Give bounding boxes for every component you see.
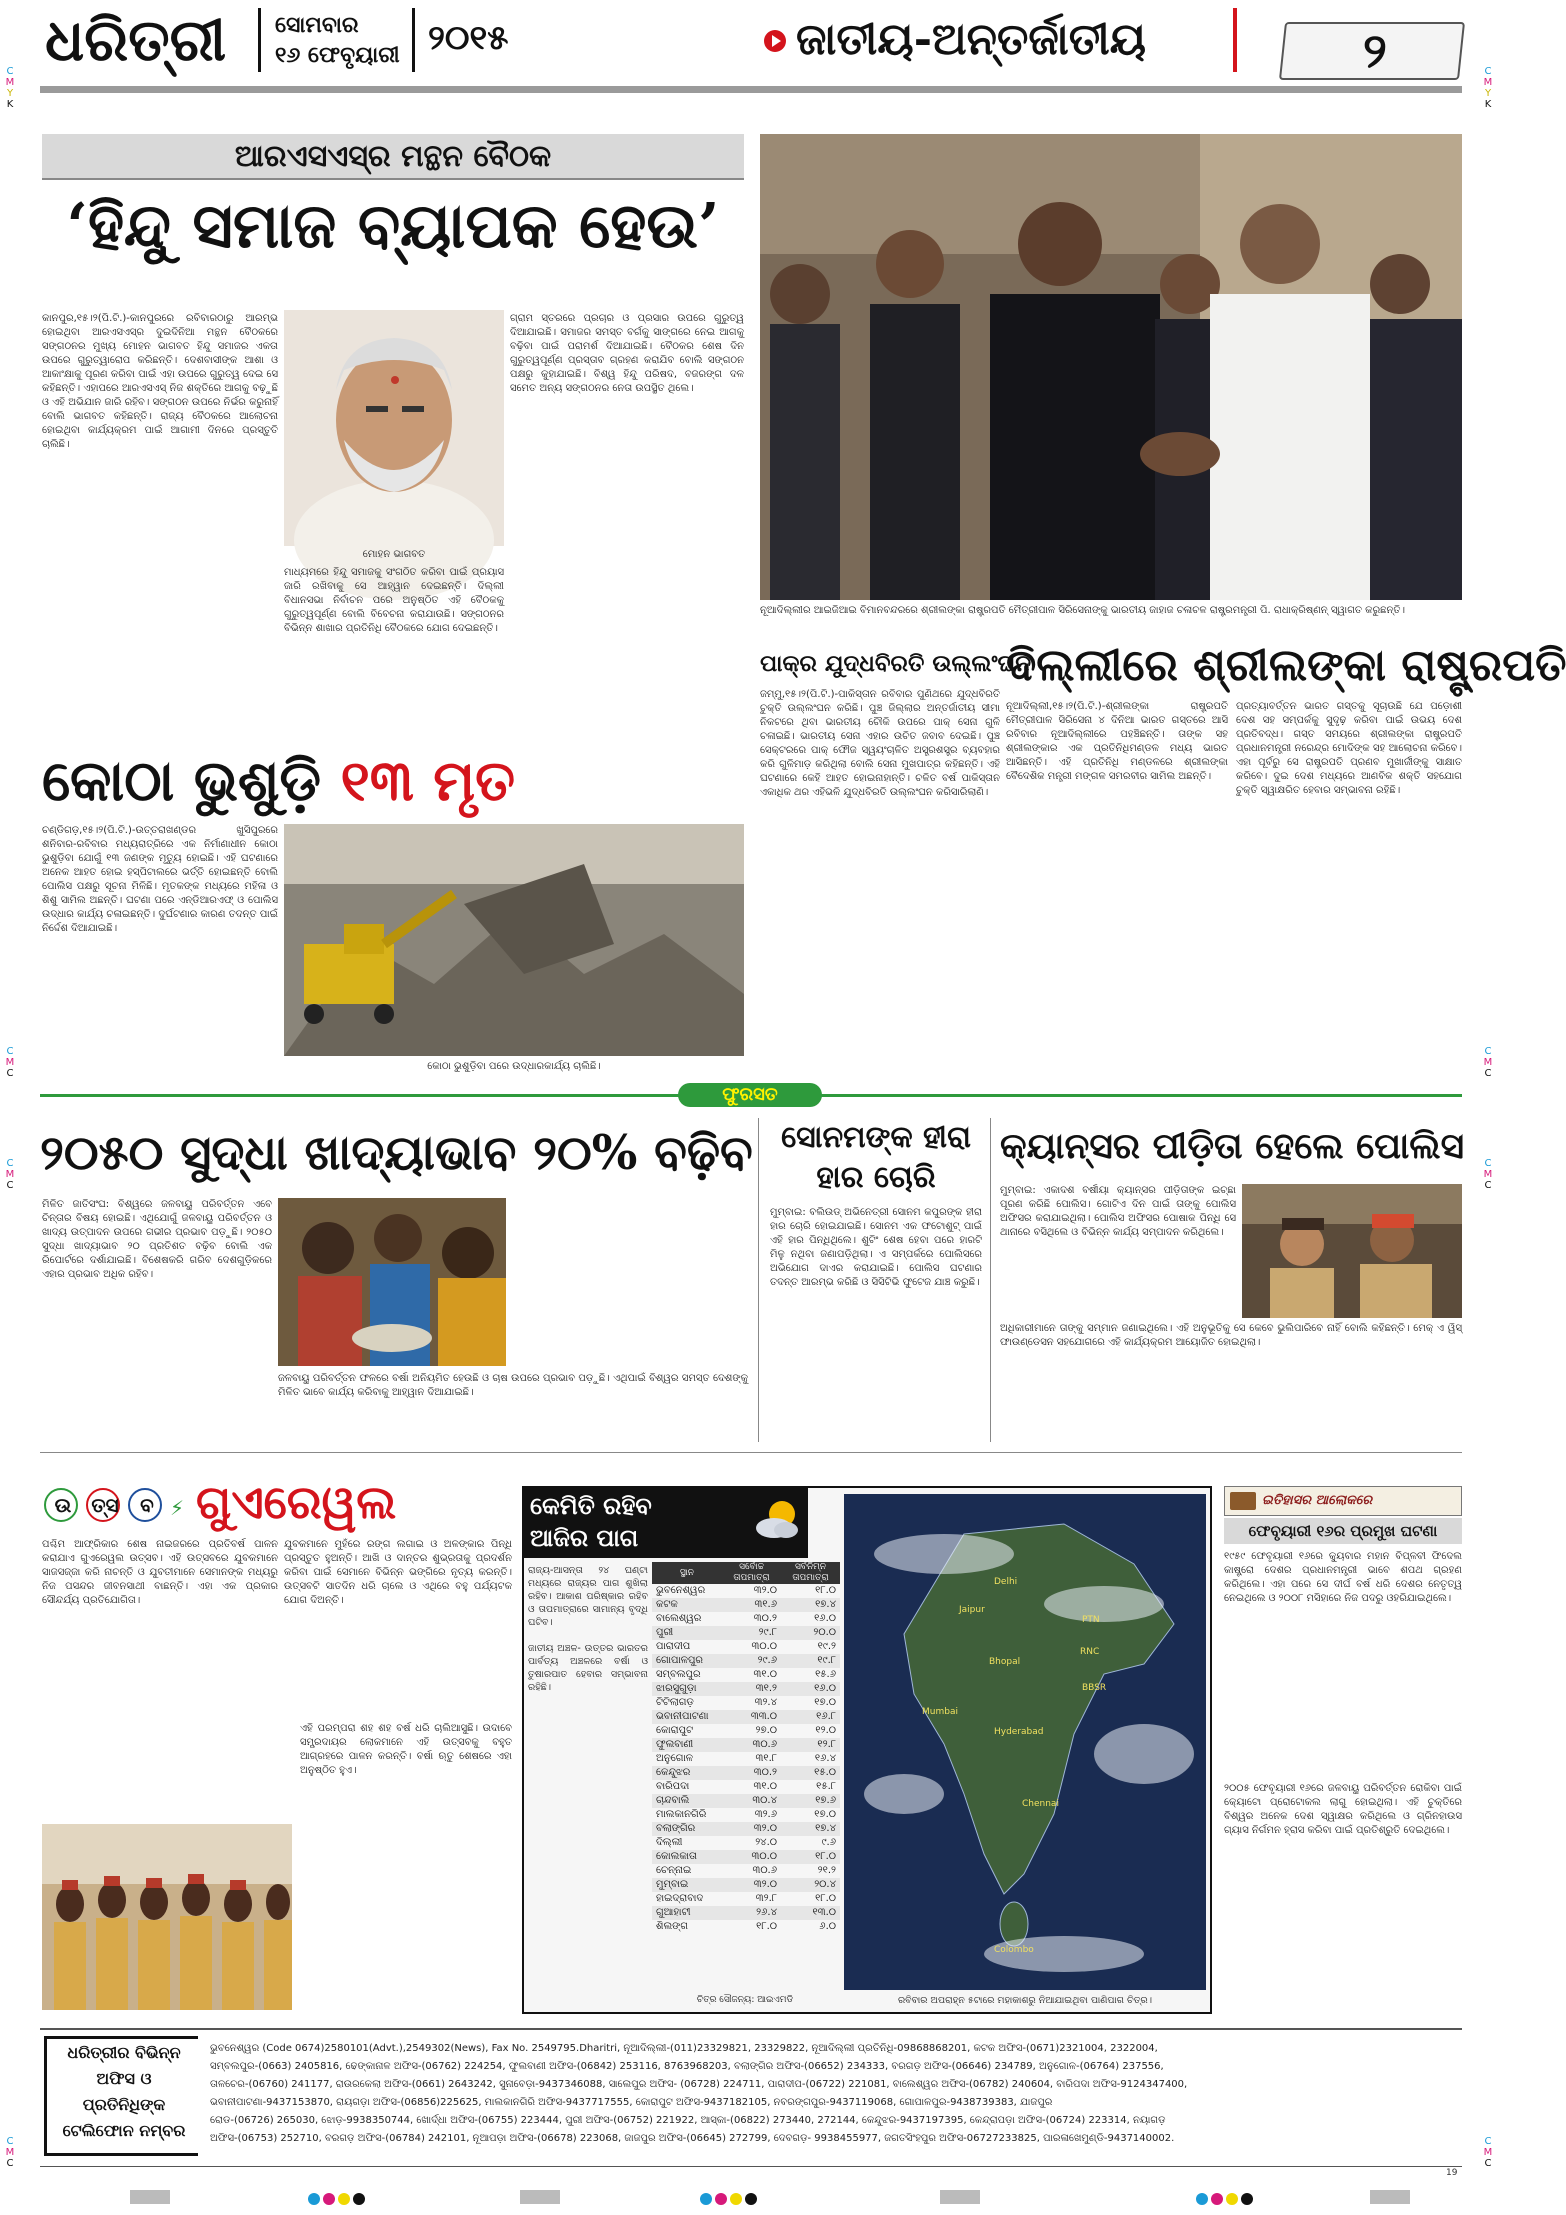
- row-rule: [40, 1452, 1462, 1453]
- weather-cell-place: ହାଇଦ୍ରାବାଦ: [656, 1893, 704, 1904]
- story7-headline: କ୍ୟାନ୍‌ସର ପୀଡ଼ିତା ହେଲେ ପୋଲିସ: [1000, 1125, 1465, 1167]
- weather-cell-max: ୩୦.୪: [752, 1795, 778, 1806]
- masthead-rule: [40, 86, 1462, 93]
- column-rule: [990, 1118, 991, 1442]
- map-label-ranchi: RNC: [1080, 1647, 1100, 1657]
- weather-cell-place: ଚାନ୍ଦବାଲି: [656, 1795, 690, 1806]
- story4-photo-rubble: [284, 824, 744, 1056]
- weather-cell-place: କଟକ: [656, 1599, 678, 1610]
- cmyk-dots: [1196, 2190, 1256, 2209]
- weather-cell-min: ୨୦.୦: [813, 1627, 836, 1638]
- weather-cell-min: ୧୫.୦: [814, 1767, 836, 1778]
- registration-marks-left-bottom: C M C: [5, 2136, 15, 2169]
- sun-cloud-icon: [752, 1494, 802, 1544]
- footer-rule: [40, 2028, 1462, 2030]
- weather-cell-max: ୨୯.୮: [758, 1627, 778, 1638]
- weather-cell-place: ଅନୁଗୋଳ: [656, 1753, 693, 1764]
- weather-cell-place: ଭବାନୀପାଟଣା: [656, 1711, 709, 1722]
- weather-col-place: ସ୍ଥାନ: [652, 1562, 722, 1584]
- story7-col1: ମୁମ୍ବାଇ: ଏକାଦଶ ବର୍ଷୀୟା କ୍ୟାନ୍‌ସର ପୀଡ଼ିତାଙ୍କ ଇଚ୍ଛା ପୂରଣ କରିଛି ପୋଲିସ। ଗୋଟିଏ ଦିନ ପାଇଁ ତାଙ୍କୁ ପୋଲିସ ଅଫିସର କରାଯାଇଥିଲା। ପୋଲିସ ଅଫିସର ପୋଷାକ ପିନ୍ଧି ସେ ଥାନାରେ ବସିଥିଲେ ଓ ବିଭିନ୍ନ କାର୍ଯ୍ୟ ସମ୍ପାଦନ କରିଥିଲେ।: [1000, 1185, 1236, 1238]
- weather-cell-place: ଚେନ୍ନାଇ: [656, 1865, 692, 1876]
- story6-body: ମୁମ୍ବାଇ: ବଲିଉଡ୍ ଅଭିନେତ୍ରୀ ସୋନମ କପୁରଙ୍କ ହୀରା ହାର ଚୋରି ହୋଇଯାଇଛି। ସୋନମ ଏକ ଫଟୋଶୁଟ୍ ପାଇଁ ଏହି ହାର ପିନ୍ଧିଥିଲେ। ଶୁଟିଂ ଶେଷ ହେବା ପରେ ହାରଟି ମିଳୁ ନଥିବା ଜଣାପଡ଼ିଥିଲା। ଏ ସମ୍ପର୍କରେ ପୋଲିସରେ ଅଭିଯୋଗ ଦାଏର କରାଯାଇଛି। ପୋଲିସ ଘଟଣାର ତଦନ୍ତ ଆରମ୍ଭ କରିଛି ଓ ସିସିଟିଭି ଫୁଟେଜ ଯାଞ୍ଚ କରୁଛି।: [770, 1207, 982, 1288]
- weather-cell-min: ୧୬.୦: [814, 1613, 836, 1624]
- story7-photo-girl-police: [1242, 1184, 1462, 1318]
- history-label: ଇତିହାସର ଆଲୋକରେ: [1262, 1493, 1373, 1508]
- cmyk-dots: [308, 2190, 368, 2209]
- weather-cell-place: କେନ୍ଦୁଝର: [656, 1767, 691, 1778]
- weather-cell-max: ୩୦.୬: [752, 1865, 778, 1876]
- weather-cell-place: ବଲାଙ୍ଗିର: [656, 1823, 696, 1834]
- weather-table-row: [652, 1654, 840, 1668]
- weather-cell-min: ୯.୬: [821, 1837, 836, 1848]
- weather-cell-min: ୬.୦: [819, 1921, 836, 1932]
- story2-col1: ନୂଆଦିଲ୍ଲୀ,୧୫।୨(ପି.ଟି.)-ଶ୍ରୀଲଙ୍କା ରାଷ୍ଟ୍ରପତି ମୈତ୍ରୀପାଳ ସିରିସେନା ୪ ଦିନିଆ ଭାରତ ଗସ୍ତରେ ଆସି ରବିବାର ନୂଆଦିଲ୍ଲୀରେ ପହଞ୍ଚିଛନ୍ତି। ତାଙ୍କ ସହ ଶ୍ରୀଲଙ୍କାର ଏକ ପ୍ରତିନିଧିମଣ୍ଡଳ ମଧ୍ୟ ଭାରତ ଆସିଛନ୍ତି। ଏହି ପ୍ରତିନିଧି ମଣ୍ଡଳରେ ଶ୍ରୀଲଙ୍କା ବୈଦେଶିକ ମନ୍ତ୍ରୀ ମଙ୍ଗଳ ସମରବୀର ସାମିଲ ଅଛନ୍ତି।: [1006, 701, 1228, 782]
- registration-marks-right-bottom: C M C: [1483, 2136, 1493, 2169]
- weather-cell-place: ବାଲେଶ୍ୱର: [656, 1613, 702, 1624]
- weather-cell-max: ୩୨.୪: [754, 1697, 778, 1708]
- history-title: ଫେବୃୟାରୀ ୧୬ର ପ୍ରମୁଖ ଘଟଣା: [1248, 1522, 1438, 1540]
- weather-cell-place: ଶିଲଙ୍ଗ: [656, 1921, 689, 1932]
- masthead-divider: [258, 8, 261, 72]
- weather-cell-place: ପୁରୀ: [656, 1627, 674, 1638]
- weather-map-caption: ରବିବାର ଅପରାହ୍ନ ୫ଟାରେ ମହାକାଶରୁ ନିଆଯାଇଥିବା ପାଣିପାଗ ଚିତ୍ର।: [897, 1995, 1153, 2006]
- registration-marks-left-top: C M Y K: [5, 66, 15, 110]
- footer-phone-lines: [210, 2040, 1462, 2148]
- weather-cell-min: ୧୭.୦: [814, 1697, 836, 1708]
- footer-line-4: ଭବାନୀପାଟଣା-9437153870, ରାୟଗଡ଼ା ଅଫିସ-(06856)225625, ମାଲକାନଗିରି ଅଫିସ-9437717555, କୋରାପୁଟ ଅଫିସ-9437182105, ନବରଙ୍ଗପୁର-9437119068, ଗୋପାଳପୁର-9438739383, ଯାଜପୁର: [210, 2097, 1053, 2108]
- story6-headline: ସୋନମଙ୍କ ହୀରା ହାର ଚୋରି: [781, 1120, 971, 1195]
- footer-line-1: ଭୁବନେଶ୍ୱର (Code 0674)2580101(Advt.),2549302(News), Fax No. 2549795.Dharitri, ନୂଆଦିଲ୍ଲୀ-(011)23329821, 23329822, ନୂଆଦିଲ୍ଲୀ ପ୍ରତିନିଧି-09868868201, କଟକ ଅଫିସ-(0671)2321004, 2322004,: [210, 2043, 1158, 2054]
- footer-line-5: ରୋଡ-(06726) 265030, ଝୋଡ଼-9938350744, ଖୋର୍ଦ୍ଧା ଅଫିସ-(06755) 223444, ପୁରୀ ଅଫିସ-(06752) 221922, ଆସ୍କା-(06822) 273440, 272144, କେନ୍ଦୁଝର-9437197395, କେନ୍ଦ୍ରାପଡ଼ା ଅଫିସ-(06724) 223314, ନୟାଗଡ଼: [210, 2115, 1166, 2126]
- weather-cell-max: ୩୧.୦: [753, 1781, 778, 1792]
- map-label-colombo: Colombo: [994, 1945, 1034, 1955]
- weather-cell-min: ୧୬.୮: [816, 1711, 836, 1722]
- weather-table-row: [652, 1696, 840, 1710]
- weather-cell-min: ୨୧.୨: [817, 1865, 836, 1876]
- weather-table-row: [652, 1892, 840, 1906]
- story1-col3: ଗ୍ରାମ ସ୍ତରରେ ପ୍ରଚାର ଓ ପ୍ରସାର ଉପରେ ଗୁରୁତ୍ୱ ଦିଆଯାଇଛି। ସମାଜର ସମସ୍ତ ବର୍ଗକୁ ସାଙ୍ଗରେ ନେଇ ଆଗକୁ ବଢ଼ିବା ପାଇଁ ପରାମର୍ଶ ଦିଆଯାଇଛି। ବୈଠକର ଶେଷ ଦିନ ଗୁରୁତ୍ୱପୂର୍ଣ୍ଣ ପ୍ରସ୍ତାବ ଗ୍ରହଣ କରାଯିବ ବୋଲି ସଙ୍ଗଠନ ପକ୍ଷରୁ କୁହାଯାଇଛି। ବିଶ୍ୱ ହିନ୍ଦୁ ପରିଷଦ, ବଜରଙ୍ଗ ଦଳ ସମେତ ଅନ୍ୟ ସଙ୍ଗଠନର ନେତା ଉପସ୍ଥିତ ଥିଲେ।: [510, 313, 744, 394]
- footer-line-2: ସମ୍ବଲପୁର-(0663) 2405816, ଢେଙ୍କାନାଳ ଅଫିସ-(06762) 224254, ଫୁଲବାଣୀ ଅଫିସ-(06842) 253116, 8763968203, ବଲାଙ୍ଗିର ଅଫିସ-(06652) 234333, ବରଗଡ଼ ଅଫିସ-(06646) 234789, ଅନୁଗୋଳ-(06764) 237556,: [210, 2061, 1164, 2072]
- weather-cell-min: ୧୨.୦: [815, 1725, 836, 1736]
- weather-table-row: [652, 1850, 840, 1864]
- weather-cell-max: ୩୨.୮: [755, 1893, 778, 1904]
- weather-col-max: ସର୍ବୋଚ୍ଚ ତାପମାତ୍ରା: [722, 1562, 781, 1584]
- story8-col1: ପଶ୍ଚିମ ଆଫ୍ରିକାର ଶେଷ ନାଇଜରରେ ପ୍ରତିବର୍ଷ ପାଳନ କରାଯାଏ ଗୁଏରେୱଲ ଉତ୍ସବ। ଏହି ଉତ୍ସବରେ ଯୁବକମାନେ ସାଜସଜ୍ଜା କରି ନାଚନ୍ତି ଓ ଯୁବତୀମାନେ ସେମାନଙ୍କ ମଧ୍ୟରୁ ନିଜ ପସନ୍ଦର ଜୀବନସାଥୀ ବାଛନ୍ତି। ଏହା ଏକ ପ୍ରକାର ସୌନ୍ଦର୍ଯ୍ୟ ପ୍ରତିଯୋଗିତା।: [42, 1539, 278, 1606]
- weather-cell-place: କୋରାପୁଟ: [656, 1725, 694, 1736]
- story8-photo-dancers: [42, 1824, 292, 2010]
- masthead-divider: [412, 8, 415, 72]
- weather-intro-national: ଜାତୀୟ ଅଞ୍ଚଳ- ଉତ୍ତର ଭାରତର ପାର୍ବତ୍ୟ ଅଞ୍ଚଳରେ ବର୍ଷା ଓ ତୁଷାରପାତ ହେବାର ସମ୍ଭାବନା ରହିଛି।: [528, 1643, 648, 1693]
- story4-photo-caption: କୋଠା ଭୁଶୁଡ଼ିବା ପରେ ଉଦ୍ଧାରକାର୍ଯ୍ୟ ଚାଲିଛି।: [427, 1061, 601, 1072]
- weather-cell-min: ୧୩.୦: [812, 1907, 836, 1918]
- history-col1: ୧୯୫୯ ଫେବୃୟାରୀ ୧୬ରେ କ୍ୟୁବାର ମହାନ ବିପ୍ଳବୀ ଫିଦେଲ କାଷ୍ଟ୍ରୋ ଦେଶର ପ୍ରଧାନମନ୍ତ୍ରୀ ଭାବେ ଶପଥ ଗ୍ରହଣ କରିଥିଲେ। ଏହା ପରେ ସେ ଦୀର୍ଘ ବର୍ଷ ଧରି ଦେଶର ନେତୃତ୍ୱ ନେଇଥିଲେ ଓ ୨୦୦୮ ମସିହାରେ ନିଜ ପଦରୁ ଓହରିଯାଇଥିଲେ।: [1224, 1551, 1462, 1604]
- weather-cell-max: ୩୦.୦: [751, 1641, 778, 1652]
- footer-label: ଧରିତ୍ରୀର ବିଭିନ୍ନ ଅଫିସ ଓ ପ୍ରତିନିଧିଙ୍କ ଟେଲିଫୋନ ନମ୍ବର: [62, 2043, 186, 2140]
- story8-logo-letter-1: ଉ: [54, 1493, 72, 1517]
- footer-line-3: ତାଳଚେର-(06760) 241177, ରାଉରକେଲା ଅଫିସ-(0661) 2643242, ସୁନାବେଡ଼ା-9437346088, ସାଲେପୁର ଅଫିସ- (06728) 224711, ପାରାଦୀପ-(06722) 221081, ବାଲେଶ୍ୱର ଅଫିସ-(06782) 240604, ବାରିପଦା ଅଫିସ-9124347400,: [210, 2079, 1188, 2090]
- weather-table-row: [652, 1640, 840, 1654]
- section-divider-label: ଫୁରସତ: [722, 1084, 778, 1105]
- weather-cell-max: ୩୩.୦: [750, 1711, 778, 1722]
- history-col2: ୨୦୦୫ ଫେବୃୟାରୀ ୧୬ରେ ଜଳବାୟୁ ପରିବର୍ତ୍ତନ ରୋକିବା ପାଇଁ କ୍ୟୋଟୋ ପ୍ରୋଟୋକଲ ଲାଗୁ ହୋଇଥିଲା। ଏହି ଚୁକ୍ତିରେ ବିଶ୍ୱର ଅନେକ ଦେଶ ସ୍ୱାକ୍ଷର କରିଥିଲେ ଓ ଗ୍ରିନହାଉସ ଗ୍ୟାସ ନିର୍ଗମନ ହ୍ରାସ କରିବା ପାଇଁ ପ୍ରତିଶ୍ରୁତି ଦେଇଥିଲେ।: [1224, 1783, 1462, 1836]
- story1-kicker: ଆରଏସଏସ୍‌ର ମନ୍ଥନ ବୈଠକ: [234, 139, 552, 174]
- weather-cell-place: ଭୁବନେଶ୍ୱର: [656, 1585, 706, 1596]
- weather-cell-max: ୩୧.୦: [753, 1669, 778, 1680]
- weather-cell-min: ୧୨.୮: [817, 1739, 836, 1750]
- map-label-hyderabad: Hyderabad: [994, 1727, 1044, 1737]
- map-label-delhi: Delhi: [994, 1577, 1018, 1587]
- weather-table-row: [652, 1612, 840, 1626]
- weather-cell-min: ୧୯.୮: [817, 1655, 836, 1666]
- weather-table-row: [652, 1752, 840, 1766]
- weather-cell-min: ୧୭.୪: [815, 1823, 836, 1834]
- footer-line-6: ଅଫିସ-(06753) 252710, ବରଗଡ଼ ଅଫିସ-(06784) 242101, ନୂଆପଡ଼ା ଅଫିସ-(06678) 223068, ଜାଜପୁର ଅଫିସ-(06645) 272799, ଦେବଗଡ଼- 9938455977, ଜଗତସିଂହପୁର ଅଫିସ-06727233825, ପାରଳାଖେମୁଣ୍ଡି-9437140002.: [210, 2133, 1175, 2144]
- story1-photo-bhagwat: [284, 310, 504, 546]
- calibration-bar: [0, 2186, 1500, 2210]
- weather-table: [652, 1562, 840, 1934]
- weather-cell-max: ୩୧.୬: [754, 1599, 778, 1610]
- registration-marks-right-mid: C M C: [1483, 1046, 1493, 1079]
- weather-cell-place: ଫୁଲବାଣୀ: [656, 1739, 694, 1750]
- weather-cell-min: ୧୫.୮: [816, 1781, 836, 1792]
- weather-table-row: [652, 1836, 840, 1850]
- weather-cell-max: ୩୨.୬: [754, 1809, 778, 1820]
- weather-table-row: [652, 1598, 840, 1612]
- weather-table-row: [652, 1864, 840, 1878]
- weather-cell-max: ୩୨.୦: [753, 1823, 778, 1834]
- page-number: ୨: [1363, 23, 1387, 79]
- map-label-mumbai: Mumbai: [922, 1707, 958, 1717]
- story8-logo-letter-3: ବ: [140, 1493, 154, 1517]
- section-bullet-triangle: [772, 35, 781, 47]
- weather-table-row: [652, 1766, 840, 1780]
- weather-table-row: [652, 1626, 840, 1640]
- weather-table-body: [652, 1584, 840, 1934]
- weather-intro: [528, 1564, 648, 2010]
- weather-cell-max: ୩୨.୦: [753, 1585, 778, 1596]
- story3-body: ଜମ୍ମୁ,୧୫।୨(ପି.ଟି.)-ପାକିସ୍ତାନ ରବିବାର ପୁଣିଥରେ ଯୁଦ୍ଧବିରତି ଚୁକ୍ତି ଉଲ୍ଲଂଘନ କରିଛି। ପୁଞ୍ଚ ଜିଲ୍ଲାର ଅନ୍ତର୍ଜାତୀୟ ସୀମା ନିକଟରେ ଥିବା ଭାରତୀୟ ଚୌକି ଉପରେ ପାକ୍ ସେନା ଗୁଳି ଚଳାଇଛି। ଭାରତୀୟ ସେନା ଏହାର ଉଚିତ ଜବାବ ଦେଇଛି। ପୁଞ୍ଚ ସେକ୍ଟରରେ ପାକ୍ ଫୌଜ ସ୍ୱୟଂଚାଳିତ ଅସ୍ତ୍ରଶସ୍ତ୍ର ବ୍ୟବହାର କରି ଗୁଳିମାଡ଼ କରିଥିଲା ବୋଲି ସେନା ମୁଖପାତ୍ର କହିଛନ୍ତି। ଏହି ଘଟଣାରେ କେହି ଆହତ ହୋଇନାହାନ୍ତି। ଚଳିତ ବର୍ଷ ପାକିସ୍ତାନ ଏକାଧିକ ଥର ଏହିଭଳି ଯୁଦ୍ଧବିରତି ଉଲ୍ଲଂଘନ କରିସାରିଲାଣି।: [760, 689, 1000, 798]
- story2-photo-handshake: [760, 134, 1462, 600]
- weather-cell-min: ୧୭.୦: [814, 1809, 836, 1820]
- story5-col2: ଜଳବାୟୁ ପରିବର୍ତ୍ତନ ଫଳରେ ବର୍ଷା ଅନିୟମିତ ହେଉଛି ଓ ଚାଷ ଉପରେ ପ୍ରଭାବ ପଡ଼ୁଛି। ଏଥିପାଇଁ ବିଶ୍ୱର ସମସ୍ତ ଦେଶଙ୍କୁ ମିଳିତ ଭାବେ କାର୍ଯ୍ୟ କରିବାକୁ ଆହ୍ୱାନ ଦିଆଯାଇଛି।: [278, 1373, 748, 1398]
- story1-col2: ମାଧ୍ୟମରେ ହିନ୍ଦୁ ସମାଜକୁ ସଂଗଠିତ କରିବା ପାଇଁ ପ୍ରୟାସ ଜାରି ରଖିବାକୁ ସେ ଆହ୍ୱାନ ଦେଇଛନ୍ତି। ଦିଲ୍ଲୀ ବିଧାନସଭା ନିର୍ବାଚନ ପରେ ଅନୁଷ୍ଠିତ ଏହି ବୈଠକକୁ ଗୁରୁତ୍ୱପୂର୍ଣ୍ଣ ବୋଲି ବିବେଚନା କରାଯାଉଛି। ସଙ୍ଗଠନର ବିଭିନ୍ନ ଶାଖାର ପ୍ରତିନିଧି ବୈଠକରେ ଯୋଗ ଦେଇଛନ୍ତି।: [284, 567, 504, 634]
- weather-table-row: [652, 1906, 840, 1920]
- weather-cell-place: ଗୁଆହାଟୀ: [656, 1907, 691, 1918]
- weather-table-row: [652, 1724, 840, 1738]
- weather-cell-place: ପାରାଦୀପ: [656, 1641, 691, 1652]
- weather-table-row: [652, 1780, 840, 1794]
- story5-col1: ମିଳିତ ଜାତିସଂଘ: ବିଶ୍ୱରେ ଜଳବାୟୁ ପରିବର୍ତ୍ତନ ଏବେ ଚିନ୍ତାର ବିଷୟ ହୋଇଛି। ଏଥିଯୋଗୁଁ ଜଳବାୟୁ ପରିବର୍ତ୍ତନ ଓ ଖାଦ୍ୟ ଉତ୍ପାଦନ ଉପରେ ଗଭୀର ପ୍ରଭାବ ପଡ଼ୁଛି। ୨୦୫୦ ସୁଦ୍ଧା ଖାଦ୍ୟାଭାବ ୨୦ ପ୍ରତିଶତ ବଢ଼ିବ ବୋଲି ଏକ ରିପୋର୍ଟରେ ଦର୍ଶାଯାଇଛି। ବିଶେଷକରି ଗରିବ ଦେଶଗୁଡ଼ିକରେ ଏହାର ପ୍ରଭାବ ଅଧିକ ରହିବ।: [42, 1199, 272, 1280]
- weather-cell-place: ଗୋପାଳପୁର: [656, 1655, 704, 1666]
- weather-cell-min: ୧୫.୬: [815, 1669, 836, 1680]
- weather-cell-max: ୩୨.୦: [753, 1879, 778, 1890]
- weather-footnote: ଚିତ୍ର ସୌଜନ୍ୟ: ଆଇଏମଡି: [696, 1995, 794, 2005]
- weather-cell-max: ୩୧.୨: [755, 1683, 778, 1694]
- weather-cell-min: ୧୬.୦: [814, 1683, 836, 1694]
- weather-cell-max: ୨୬.୪: [756, 1907, 778, 1918]
- weather-cell-min: ୧୯.୨: [817, 1641, 836, 1652]
- map-label-chennai: Chennai: [1022, 1799, 1059, 1809]
- weather-cell-max: ୩୦.୦: [751, 1851, 778, 1862]
- weather-cell-max: ୩୦.୨: [753, 1767, 778, 1778]
- story5-photo-children: [278, 1198, 506, 1366]
- weather-table-row: [652, 1710, 840, 1724]
- weather-cell-min: ୧୭.୬: [815, 1795, 836, 1806]
- weather-table-row: [652, 1808, 840, 1822]
- weather-cell-min: ୧୮.୦: [815, 1893, 836, 1904]
- story1-col1: କାନପୁର,୧୫।୨(ପି.ଟି.)-କାନପୁରରେ ରବିବାରଠାରୁ ଆରମ୍ଭ ହୋଇଥିବା ଆରଏସଏସ୍‌ର ଦୁଇଦିନିଆ ମନ୍ଥନ ବୈଠକରେ ସଙ୍ଗଠନର ମୁଖ୍ୟ ମୋହନ ଭାଗବତ ହିନ୍ଦୁ ସମାଜର ଏକତା ଉପରେ ଗୁରୁତ୍ୱାରୋପ କରିଛନ୍ତି। ଦେଶବାସୀଙ୍କ ଆଶା ଓ ଆକାଂକ୍ଷାକୁ ପୂରଣ କରିବା ପାଇଁ ଏହା ଉପରେ ଗୁରୁତ୍ୱ ଦେଇ ସେ କହିଛନ୍ତି। ଏହାପରେ ଆରଏସଏସ୍ ନିଜ ଶକ୍ତିରେ ଆଗକୁ ବଢ଼ୁଛି ଓ ଏହି ଅଭିଯାନ ଜାରି ରହିବ। ସଙ୍ଗଠନ ଉପରେ ନିର୍ଭର କରୁନାହିଁ ବୋଲି ଭାଗବତ କହିଛନ୍ତି। ରାଜ୍ୟ ବୈଠକରେ ଆଲୋଚନା ହୋଇଥିବା କାର୍ଯ୍ୟକ୍ରମ ପାଇଁ ଆଗାମୀ ଦିନରେ ପ୍ରସ୍ତୁତି ଚାଲିଛି।: [42, 313, 278, 450]
- story4-headline-black: କୋଠା ଭୁଶୁଡ଼ି: [42, 748, 322, 814]
- story8-col3: ଏହି ପରମ୍ପରା ଶହ ଶହ ବର୍ଷ ଧରି ଚାଲିଆସୁଛି। ଉଦାବେ ସମ୍ପ୍ରଦାୟର ଲୋକମାନେ ଏହି ଉତ୍ସବକୁ ବହୁତ ଆଗ୍ରହରେ ପାଳନ କରନ୍ତି। ବର୍ଷା ଋତୁ ଶେଷରେ ଏହା ଅନୁଷ୍ଠିତ ହୁଏ।: [300, 1723, 512, 1776]
- weather-cell-max: ୨୯.୬: [757, 1655, 778, 1666]
- column-rule: [758, 1118, 759, 1442]
- weather-title-2: ଆଜିର ପାଗ: [530, 1523, 639, 1552]
- weather-cell-min: ୧୭.୪: [815, 1599, 836, 1610]
- story4-headline: [42, 746, 744, 816]
- map-label-jaipur: Jaipur: [959, 1605, 985, 1615]
- masthead-day: ସୋମବାର: [275, 12, 359, 38]
- story8-col2: ଯୁବକମାନେ ମୁହଁରେ ରଙ୍ଗ ଲଗାଇ ଓ ଅଳଙ୍କାର ପିନ୍ଧି ପ୍ରସ୍ତୁତ ହୁଅନ୍ତି। ଆଖି ଓ ଦାନ୍ତର ଶୁଭ୍ରତାକୁ ପ୍ରଦର୍ଶନ କରିବା ପାଇଁ ସେମାନେ ବିଭିନ୍ନ ଭଙ୍ଗିରେ ନୃତ୍ୟ କରନ୍ତି। ଉତ୍ସବଟି ସାତଦିନ ଧରି ଚାଲେ ଓ ଏଥିରେ ବହୁ ପର୍ଯ୍ୟଟକ ଯୋଗ ଦିଅନ୍ତି।: [284, 1539, 512, 1606]
- weather-cell-max: ୧୮.୦: [756, 1921, 778, 1932]
- weather-cell-place: ଝାରସୁଗୁଡ଼ା: [656, 1683, 697, 1694]
- weather-cell-max: ୩୦.୨: [753, 1613, 778, 1624]
- map-label-bhopal: Bhopal: [989, 1657, 1021, 1667]
- weather-cell-place: ଟିଟିଲାଗଡ଼: [656, 1697, 694, 1708]
- gray-patch: [520, 2190, 560, 2204]
- registration-marks-right-mid2: C M C: [1483, 1158, 1493, 1191]
- story2-photo-caption: ନୂଆଦିଲ୍ଲୀର ଆଇଜିଆଇ ବିମାନବନ୍ଦରରେ ଶ୍ରୀଲଙ୍କା ରାଷ୍ଟ୍ରପତି ମୈତ୍ରୀପାଳ ସିରିସେନାଙ୍କୁ ଭାରତୀୟ ଜାହାଜ ଚଳାଚଳ ରାଷ୍ଟ୍ରମନ୍ତ୍ରୀ ପି. ରାଧାକ୍ରିଷ୍ଣନ୍ ସ୍ୱାଗତ କରୁଛନ୍ତି।: [760, 605, 1406, 616]
- weather-table-row: [652, 1920, 840, 1934]
- gray-patch: [130, 2190, 170, 2204]
- story1-photo-caption: ମୋହନ ଭାଗବତ: [362, 549, 426, 560]
- weather-table-row: [652, 1738, 840, 1752]
- footer-page-num: 19: [1446, 2168, 1458, 2178]
- weather-table-row: [652, 1878, 840, 1892]
- cmyk-dots: [700, 2190, 760, 2209]
- weather-cell-place: ସମ୍ବଲପୁର: [656, 1669, 701, 1680]
- map-label-bhubaneswar: BBSR: [1082, 1683, 1107, 1693]
- weather-table-row: [652, 1584, 840, 1598]
- masthead-logo: ଧରିତ୍ରୀ: [45, 6, 227, 74]
- section-title: ଜାତୀୟ-ଅନ୍ତର୍ଜାତୀୟ: [796, 14, 1147, 65]
- weather-table-wrap: [652, 1562, 840, 1934]
- weather-title-1: କେମିତି ରହିବ: [530, 1491, 652, 1520]
- registration-marks-right-top: C M Y K: [1483, 66, 1493, 110]
- weather-cell-min: ୧୬.୪: [814, 1753, 836, 1764]
- weather-intro-state: ରାଜ୍ୟ-ଆସନ୍ତା ୨୪ ଘଣ୍ଟା ମଧ୍ୟରେ ରାଜ୍ୟର ପାଗ ଶୁଖିଲା ରହିବ। ଆକାଶ ପରିଷ୍କାର ରହିବ ଓ ତାପମାତ୍ରାରେ ସାମାନ୍ୟ ବୃଦ୍ଧି ଘଟିବ।: [528, 1565, 648, 1628]
- registration-marks-left-mid2: C M C: [5, 1158, 15, 1191]
- weather-satellite-map: [844, 1494, 1206, 1990]
- weather-cell-min: ୨୦.୪: [814, 1879, 836, 1890]
- weather-cell-place: ମୁମ୍ବାଇ: [656, 1879, 689, 1890]
- story7-col2: ଅଧିକାରୀମାନେ ତାଙ୍କୁ ସମ୍ମାନ ଜଣାଇଥିଲେ। ଏହି ଅନୁଭୂତିକୁ ସେ କେବେ ଭୁଲିପାରିବେ ନାହିଁ ବୋଲି କହିଛନ୍ତି। ମେକ୍ ଏ ୱିସ୍ ଫାଉଣ୍ଡେସନ ସହଯୋଗରେ ଏହି କାର୍ଯ୍ୟକ୍ରମ ଆୟୋଜିତ ହୋଇଥିଲା।: [1000, 1323, 1462, 1348]
- weather-cell-max: ୨୭.୦: [755, 1725, 778, 1736]
- gray-patch: [940, 2190, 980, 2204]
- lightning-icon: ⚡: [170, 1496, 185, 1520]
- story3-headline: ପାକ୍‌ର ଯୁଦ୍ଧବିରତି ଉଲ୍ଲଂଘନ: [760, 650, 1032, 677]
- weather-cell-place: ବାରିପଦା: [656, 1781, 690, 1792]
- story4-headline-red: ୧୩ ମୃତ: [340, 748, 516, 814]
- story4-body: ଚଣ୍ଡିଗଡ଼,୧୫।୨(ପି.ଟି.)-ଉତ୍ତରାଖଣ୍ଡର ଖୁସିପୁରରେ ଶନିବାର-ରବିବାର ମଧ୍ୟରାତ୍ରିରେ ଏକ ନିର୍ମାଣାଧୀନ କୋଠା ଭୁଶୁଡ଼ିବା ଯୋଗୁଁ ୧୩ ଜଣଙ୍କ ମୃତ୍ୟୁ ହୋଇଛି। ଏହି ଘଟଣାରେ ଅନେକ ଆହତ ହୋଇ ହସ୍ପିଟାଲରେ ଭର୍ତ୍ତି ହୋଇଛନ୍ତି ବୋଲି ପୋଲିସ ପକ୍ଷରୁ ସୂଚନା ମିଳିଛି। ମୃତକଙ୍କ ମଧ୍ୟରେ ମହିଳା ଓ ଶିଶୁ ସାମିଲ ଅଛନ୍ତି। ଘଟଣା ପରେ ଏନ୍‌ଡିଆରଏଫ୍ ଓ ପୋଲିସ ଉଦ୍ଧାର କାର୍ଯ୍ୟ ଚଳାଇଛନ୍ତି। ଦୁର୍ଘଟଣାର କାରଣ ତଦନ୍ତ ପାଇଁ ନିର୍ଦ୍ଦେଶ ଦିଆଯାଇଛି।: [42, 825, 278, 934]
- story8-headline: ଗୁଏରେୱଲ: [196, 1475, 397, 1529]
- weather-cell-max: ୨୪.୦: [755, 1837, 778, 1848]
- map-label-patna: PTN: [1082, 1615, 1100, 1625]
- story8-logo-letter-2: ତ୍ସ: [91, 1493, 119, 1517]
- book-icon: [1230, 1492, 1256, 1510]
- weather-cell-place: ମାଲକାନଗିରି: [656, 1809, 707, 1820]
- story2-col2: ପ୍ରତ୍ୟାବର୍ତ୍ତନ ଭାରତ ଗସ୍ତକୁ ସୂଚାଉଛି ଯେ ପଡ଼ୋଶୀ ଦେଶ ସହ ସମ୍ପର୍କକୁ ସୁଦୃଢ଼ କରିବା ପାଇଁ ଉଭୟ ଦେଶ ପ୍ରତିବଦ୍ଧ। ଗସ୍ତ ସମୟରେ ଶ୍ରୀଲଙ୍କା ରାଷ୍ଟ୍ରପତି ପ୍ରଧାନମନ୍ତ୍ରୀ ନରେନ୍ଦ୍ର ମୋଦିଙ୍କ ସହ ଆଲୋଚନା କରିବେ। ଏହା ପୂର୍ବରୁ ସେ ରାଷ୍ଟ୍ରପତି ପ୍ରଣବ ମୁଖାର୍ଜୀଙ୍କୁ ସାକ୍ଷାତ କରିବେ। ଦୁଇ ଦେଶ ମଧ୍ୟରେ ଆଣବିକ ଶକ୍ତି ସହଯୋଗ ଚୁକ୍ତି ସ୍ୱାକ୍ଷରିତ ହେବାର ସମ୍ଭାବନା ରହିଛି।: [1236, 701, 1462, 796]
- gray-patch: [1370, 2190, 1410, 2204]
- registration-marks-left-mid: C M C: [5, 1046, 15, 1079]
- weather-table-row: [652, 1682, 840, 1696]
- weather-cell-max: ୩୦.୬: [752, 1739, 778, 1750]
- masthead-year: ୨୦୧୫: [428, 18, 509, 58]
- section-red-bar: [1233, 8, 1237, 72]
- weather-cell-place: ଦିଲ୍ଲୀ: [656, 1837, 683, 1848]
- story5-headline: ୨୦୫୦ ସୁଦ୍ଧା ଖାଦ୍ୟାଭାବ ୨୦% ବଢ଼ିବ: [40, 1125, 753, 1181]
- weather-table-row: [652, 1668, 840, 1682]
- footer-bottom-rule: [40, 2166, 1462, 2167]
- weather-cell-min: ୧୮.୦: [815, 1851, 836, 1862]
- weather-cell-max: ୩୧.୮: [755, 1753, 778, 1764]
- weather-table-row: [652, 1822, 840, 1836]
- story2-headline: ଦିଲ୍ଲୀରେ ଶ୍ରୀଲଙ୍କା ରାଷ୍ଟ୍ରପତି: [1006, 640, 1566, 691]
- weather-table-header: [652, 1562, 840, 1584]
- weather-table-row: [652, 1794, 840, 1808]
- weather-col-min: ସର୍ବନିମ୍ନ ତାପମାତ୍ରା: [781, 1562, 840, 1584]
- story1-headline: ‘ହିନ୍ଦୁ ସମାଜ ବ୍ୟାପକ ହେଉ’: [66, 189, 720, 262]
- weather-cell-min: ୧୮.୦: [815, 1585, 836, 1596]
- masthead: [0, 0, 1500, 95]
- weather-cell-place: କୋଲକାତା: [656, 1851, 697, 1862]
- masthead-date: ୧୬ ଫେବୃୟାରୀ: [275, 42, 400, 68]
